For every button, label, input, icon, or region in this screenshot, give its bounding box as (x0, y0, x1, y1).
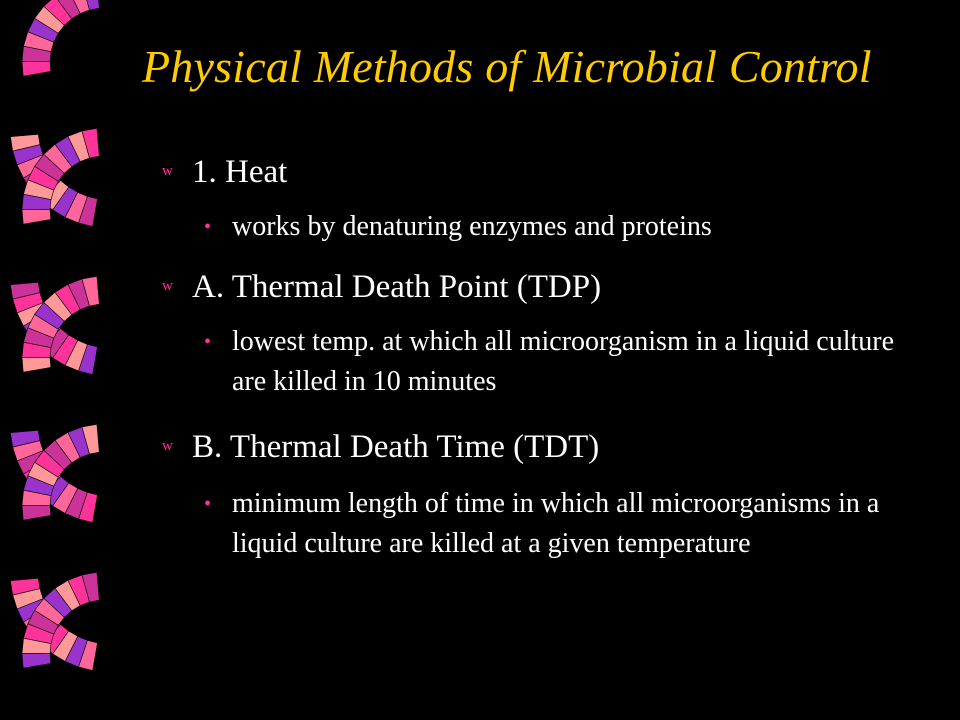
subbullet-text: minimum length of time in which all microorganisms in a liquid culture are killed at a given temperature (232, 488, 880, 559)
subbullet-text: lowest temp. at which all microorganism in a liquid culture are killed in 10 minutes (232, 326, 895, 397)
dot-bullet-icon: • (204, 216, 212, 238)
diamond-bullet-icon: w (162, 278, 173, 294)
slide-title: Physical Methods of Microbial Control (142, 41, 872, 92)
subbullet-text: works by denaturing enzymes and proteins (232, 211, 712, 242)
bullet-text: B. Thermal Death Time (TDT) (192, 429, 600, 465)
bullet-heat (162, 152, 862, 196)
subbullet-tdt-definition (204, 484, 924, 608)
diamond-bullet-icon: w (162, 163, 173, 179)
diamond-bullet-icon: w (162, 438, 173, 454)
ribbon-segment (22, 0, 99, 76)
subbullet-heat-mechanism (204, 207, 924, 247)
bullet-tdp (162, 267, 862, 311)
dot-bullet-icon: • (204, 493, 212, 515)
bullet-text: 1. Heat (192, 154, 288, 190)
bullet-tdt (162, 427, 862, 471)
bullet-text: A. Thermal Death Point (TDP) (192, 269, 602, 305)
subbullet-tdp-definition (204, 322, 924, 402)
wave-ribbon-decoration (0, 0, 140, 720)
dot-bullet-icon: • (204, 331, 212, 353)
